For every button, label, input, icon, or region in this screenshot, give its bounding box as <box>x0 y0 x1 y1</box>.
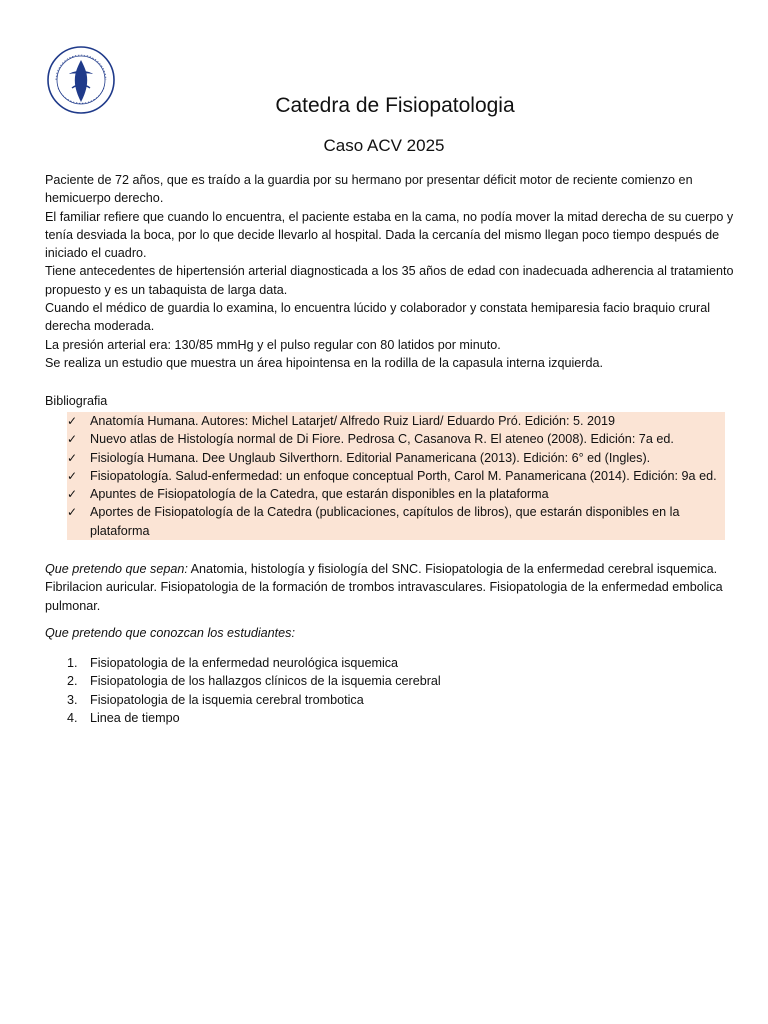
objective-text: Fisiopatologia de la enfermedad neurológica isquemica <box>90 656 399 670</box>
objective-item <box>67 691 441 709</box>
objective-item <box>67 654 441 672</box>
objective-number: 2. <box>67 674 78 689</box>
bibliography-item <box>67 503 725 540</box>
document-title: Catedra de Fisiopatologia <box>275 94 515 117</box>
bibliography-item-text: Aportes de Fisiopatología de la Catedra (publicaciones, capítulos de libros), que estarán disponibles en la plataforma <box>90 505 680 538</box>
objective-text: Fisiopatologia de los hallazgos clínicos de la isquemia cerebral <box>90 674 441 689</box>
bibliography-item <box>67 485 725 503</box>
objective-text: Linea de tiempo <box>90 710 180 725</box>
checkmark-icon: ✓ <box>67 414 78 428</box>
checkmark-icon: ✓ <box>67 505 78 520</box>
checkmark-icon: ✓ <box>67 432 78 447</box>
learning-goals-label: Que pretendo que sepan: <box>45 562 188 576</box>
case-paragraph: Tiene antecedentes de hipertensión arterial diagnosticada a los 35 años de edad con inadecuada adherencia al tratamiento propuesto y es un tabaquista de larga data. <box>45 264 734 297</box>
objective-number: 4. <box>67 710 78 725</box>
bibliography-item <box>67 449 725 467</box>
bibliography-list <box>67 412 725 540</box>
document-subtitle: Caso ACV 2025 <box>323 136 445 155</box>
objectives-list <box>67 654 441 727</box>
checkmark-icon: ✓ <box>67 487 78 502</box>
objective-text: Fisiopatologia de la isquemia cerebral trombotica <box>90 692 364 707</box>
bibliography-item <box>67 412 725 430</box>
learning-goals-text: Anatomia, histología y fisiología del SNC. Fisiopatologia de la enfermedad cerebral isquemica. Fibrilacion auricular. Fisiopatologia de la formación de trombos intravasculares. Fisiopatologia de la enfermedad embolica pulmonar. <box>45 562 723 613</box>
case-paragraph: Se realiza un estudio que muestra un área hipointensa en la rodilla de la capasula interna izquierda. <box>45 355 603 370</box>
objectives-heading: Que pretendo que conozcan los estudiantes: <box>45 626 295 640</box>
checkmark-icon: ✓ <box>67 468 78 483</box>
case-paragraph: Cuando el médico de guardia lo examina, lo encuentra lúcido y colaborador y constata hemiparesia facio braquio crural derecha moderada. <box>45 301 711 334</box>
objective-number: 3. <box>67 692 78 707</box>
bibliography-item <box>67 430 725 448</box>
bibliography-heading: Bibliografia <box>45 394 108 408</box>
bibliography-item-text: Apuntes de Fisiopatología de la Catedra, que estarán disponibles en la plataforma <box>90 487 549 502</box>
case-paragraph: La presión arterial era: 130/85 mmHg y el pulso regular con 80 latidos por minuto. <box>45 337 501 352</box>
learning-goals-paragraph <box>45 560 735 615</box>
case-paragraph: Paciente de 72 años, que es traído a la guardia por su hermano por presentar déficit motor de reciente comienzo en hemicuerpo derecho. <box>45 173 693 206</box>
checkmark-icon: ✓ <box>67 450 78 465</box>
objective-number: 1. <box>67 656 78 670</box>
bibliography-item <box>67 467 725 485</box>
bibliography-item-text: Fisiología Humana. Dee Unglaub Silverthorn. Editorial Panamericana (2013). Edición: 6° ed (Ingles). <box>90 450 651 465</box>
objective-item <box>67 709 441 727</box>
bibliography-item-text: Fisiopatología. Salud-enfermedad: un enfoque conceptual Porth, Carol M. Panamericana (2014). Edición: 9a ed. <box>90 468 717 483</box>
objective-item <box>67 672 441 690</box>
bibliography-item-text: Nuevo atlas de Histología normal de Di Fiore. Pedrosa C, Casanova R. El ateneo (2008). Edición: 7a ed. <box>90 432 674 447</box>
case-description <box>45 171 735 372</box>
bibliography-item-text: Anatomía Humana. Autores: Michel Latarjet/ Alfredo Ruiz Liard/ Eduardo Pró. Edición: 5. 2019 <box>90 414 616 428</box>
case-paragraph: El familiar refiere que cuando lo encuentra, el paciente estaba en la cama, no podía mover la mitad derecha de su cuerpo y tenía desviada la boca, por lo que decide llevarlo al hospital. Dada la cercanía del mismo llegan poco tiempo después de iniciado el cuadro. <box>45 209 734 261</box>
